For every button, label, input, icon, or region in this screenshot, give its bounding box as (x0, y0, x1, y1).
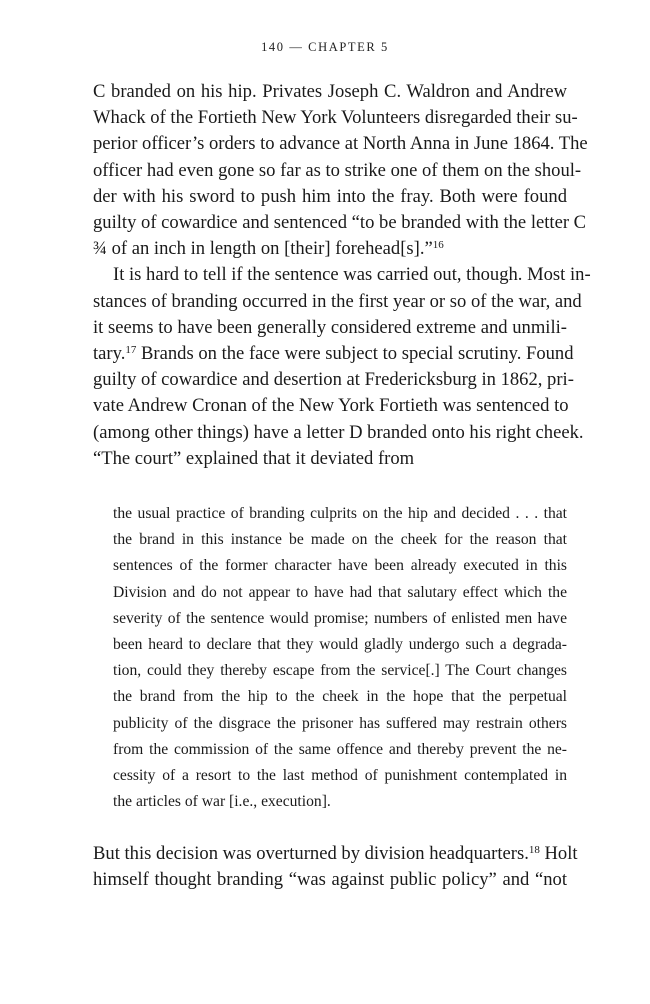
quote-line: publicity of the disgrace the prisoner has suffered may restrain others (113, 714, 567, 732)
text-line (93, 341, 574, 367)
text-line: himself thought branding “was against public policy” and “not (93, 869, 567, 891)
text-line: guilty of cowardice and desertion at Fredericksburg in 1862, pri- (93, 369, 574, 391)
quote-line: the brand in this instance be made on the cheek for the reason that (113, 531, 567, 549)
quote-line: the brand from the hip to the cheek in the hope that the perpetual (113, 688, 567, 706)
quote-line: tion, could they thereby escape from the service[.] The Court changes (113, 662, 567, 680)
text-line (93, 236, 567, 262)
quote-line: severity of the sentence would promise; numbers of enlisted men have (113, 609, 567, 627)
text-line: Whack of the Fortieth New York Volunteers disregarded their su- (93, 107, 578, 129)
quote-line: been heard to declare that they would gladly undergo such a degrada- (113, 636, 567, 654)
quote-line: the usual practice of branding culprits on the hip and decided . . . that (113, 505, 567, 522)
quote-line: sentences of the former character have been already executed in this (113, 557, 567, 575)
footnote-ref-18: 18 (528, 844, 540, 856)
text-line: “The court” explained that it deviated from (93, 447, 415, 469)
quote-line: Division and do not appear to have had that salutary effect which the (113, 583, 567, 601)
text-line: C branded on his hip. Privates Joseph C. Waldron and Andrew (93, 81, 567, 102)
text-line: officer had even gone so far as to strike one of them on the shoul- (93, 159, 582, 181)
text-line: (among other things) have a letter D branded onto his right cheek. (93, 421, 584, 443)
text-line: perior officer’s orders to advance at North Anna in June 1864. The (93, 133, 588, 155)
text-line: der with his sword to push him into the fray. Both were found (93, 185, 567, 207)
text-fragment: Holt (539, 843, 578, 864)
text-line (93, 841, 578, 867)
text-line: it seems to have been generally considered extreme and unmili- (93, 316, 567, 338)
quote-line: cessity of a resort to the last method of punishment contemplated in (113, 767, 567, 785)
quote-line: from the commission of the same offence and thereby prevent the ne- (113, 740, 567, 758)
quote-line: the articles of war [i.e., execution]. (113, 793, 331, 811)
text-fragment: But this decision was overturned by division headquarters. (93, 843, 529, 864)
footnote-ref-17: 17 (125, 344, 137, 357)
text-line: guilty of cowardice and sentenced “to be branded with the letter C (93, 212, 587, 234)
text-line: vate Andrew Cronan of the New York Fortieth was sentenced to (93, 395, 569, 417)
text-line: It is hard to tell if the sentence was carried out, though. Most in- (113, 264, 591, 286)
body-text-bottom (93, 841, 578, 893)
text-fragment: tary. (93, 343, 126, 365)
running-head: 140 — CHAPTER 5 (261, 40, 389, 54)
text-line: stances of branding occurred in the first year or so of the war, and (93, 290, 582, 312)
block-quote (113, 501, 567, 815)
text-fragment: Brands on the face were subject to special scrutiny. Found (136, 343, 574, 365)
text-fragment: ¾ of an inch in length on [their] forehead[s].” (93, 238, 433, 260)
body-text-top (93, 79, 591, 472)
footnote-ref-16: 16 (432, 239, 444, 252)
